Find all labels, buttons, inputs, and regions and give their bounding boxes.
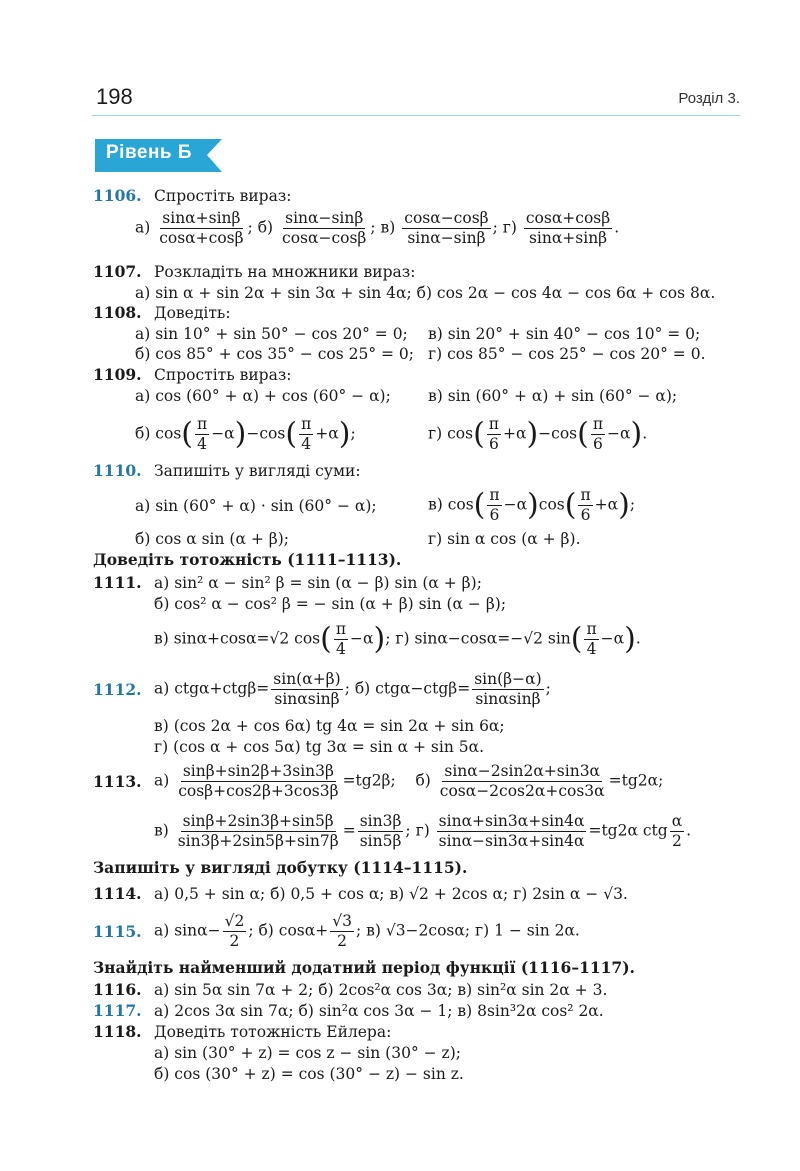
exercise-number: 1107. [93,262,142,281]
exercise-number: 1109. [93,365,142,384]
exercise-number: 1115. [93,922,142,941]
exercise-number: 1114. [93,884,142,903]
exercise-prompt: Запишіть у вигляді суми: [154,462,361,480]
exercise-number: 1113. [93,772,142,791]
exercise-number: 1108. [93,303,142,322]
exercise-number: 1118. [93,1022,142,1041]
section-title: Розділ 3. [678,90,740,107]
exercise-prompt: Доведіть тотожність Ейлера: [154,1023,392,1041]
exercise-number: 1112. [93,680,142,699]
exercise-prompt: Спростіть вираз: [154,187,292,205]
exercise-prompt: Доведіть: [154,304,231,322]
header-divider [92,115,740,116]
exercise-number: 1106. [93,186,142,205]
exercise-number: 1111. [93,573,142,592]
exercise-prompt: Спростіть вираз: [154,366,292,384]
page-number: 198 [96,84,133,109]
exercise-number: 1117. [93,1001,142,1020]
exercise-number: 1116. [93,980,142,999]
exercise-number: 1110. [93,461,142,480]
exercise-prompt: Розкладіть на множники вираз: [154,263,416,281]
level-badge: Рівень Б [106,142,193,163]
